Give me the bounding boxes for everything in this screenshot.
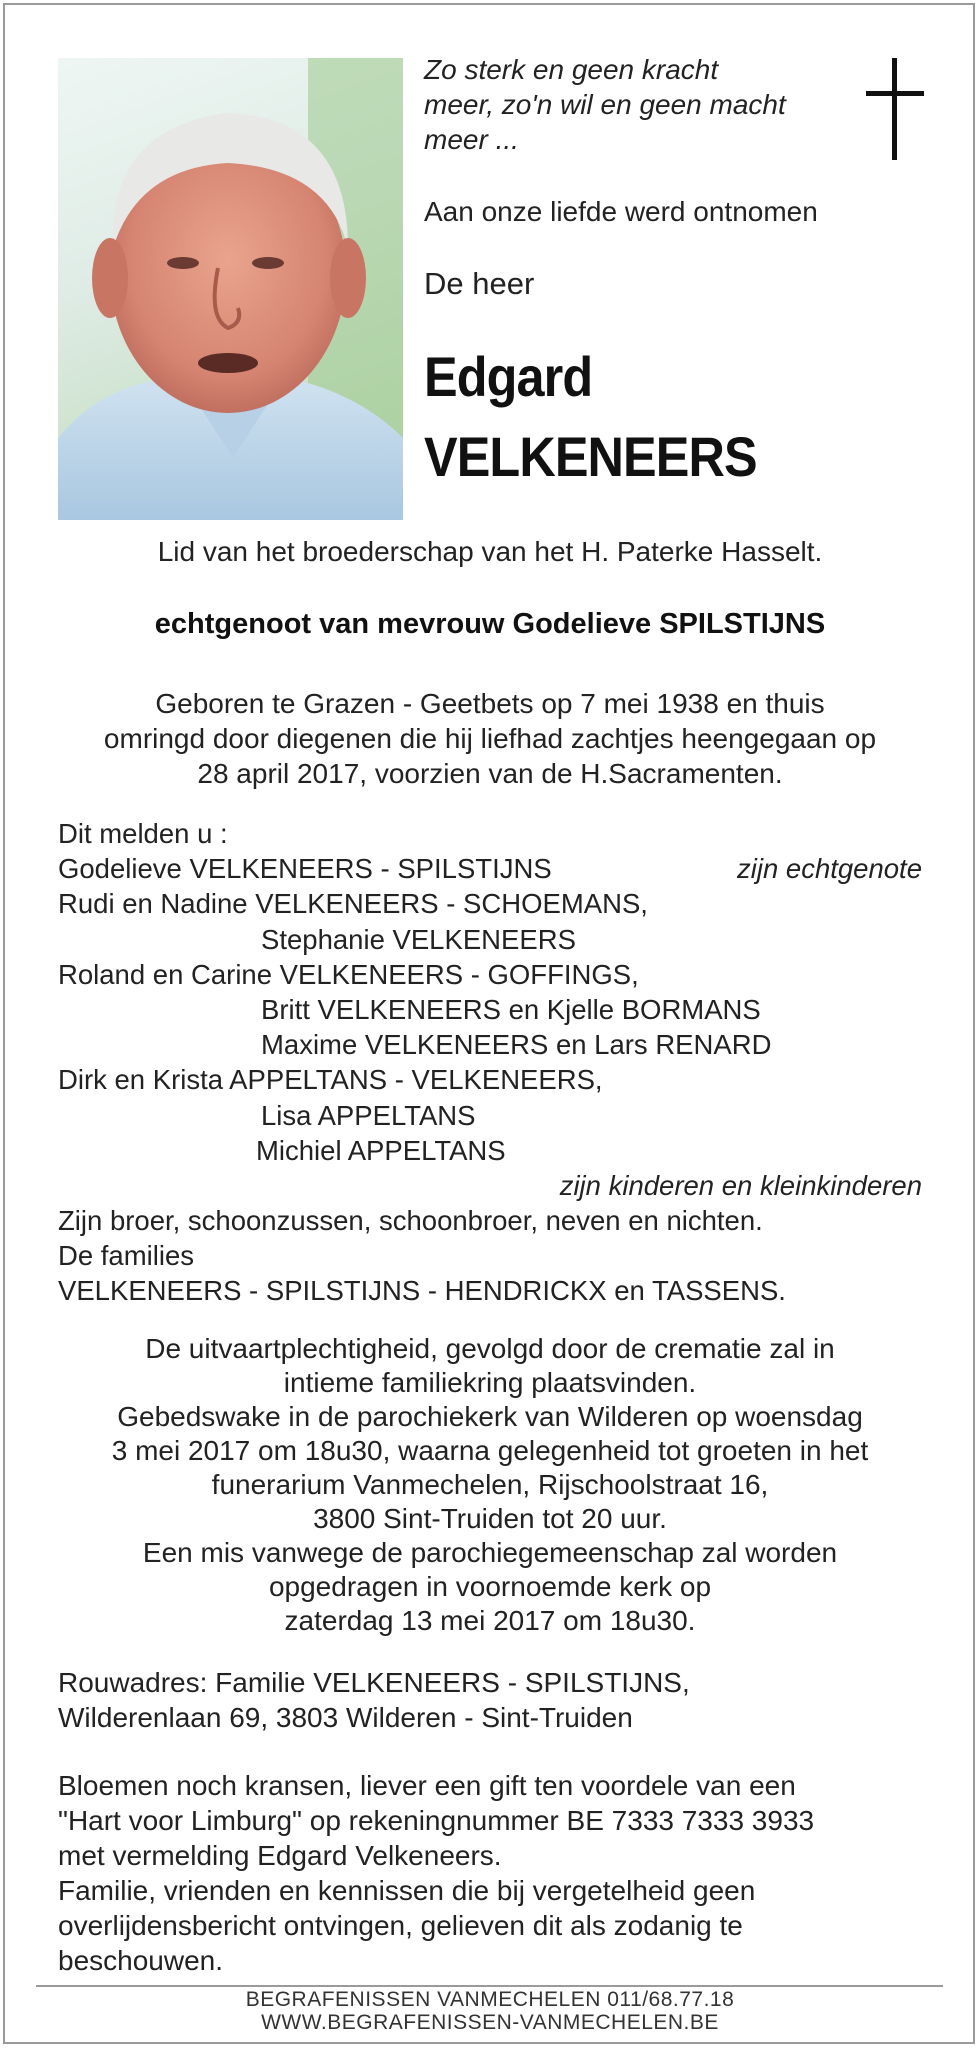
service-line: zaterdag 13 mei 2017 om 18u30. (284, 1605, 696, 1636)
latin-cross-icon (866, 58, 924, 160)
poem-line: meer, zo'n wil en geen macht (424, 89, 786, 120)
poem-line: Zo sterk en geen kracht (424, 54, 719, 85)
spouse-entry (58, 851, 922, 886)
funeral-home-name: BEGRAFENISSEN VANMECHELEN 011/68.77.18 (245, 1988, 735, 2011)
grandchild-entry: Stephanie VELKENEERS (261, 923, 576, 955)
donation-notice (58, 1768, 814, 1978)
portrait-illustration (58, 58, 403, 520)
funeral-service-details (40, 1332, 940, 1638)
spouse-line: echtgenoot van mevrouw Godelieve SPILSTIJNS (154, 608, 826, 640)
deceased-first-name: Edgard (424, 345, 593, 408)
service-line: De uitvaartplechtigheid, gevolgd door de crematie zal in (145, 1333, 835, 1364)
child-entry: Roland en Carine VELKENEERS - GOFFINGS, (58, 958, 639, 990)
birth-line: Geboren te Grazen - Geetbets op 7 mei 1938 en thuis (155, 688, 825, 719)
service-line: Gebedswake in de parochiekerk van Wilderen op woensdag (117, 1401, 863, 1432)
portrait-photo (58, 58, 403, 520)
service-line: 3 mei 2017 om 18u30, waarna gelegenheid tot groeten in het (111, 1435, 869, 1466)
notice-line: overlijdensbericht ontvingen, gelieven dit als zodanig te (58, 1910, 743, 1941)
notice-line: "Hart voor Limburg" op rekeningnummer BE 7333 7333 3933 (58, 1805, 815, 1836)
grandchild-entry: Michiel APPELTANS (256, 1134, 506, 1166)
families-heading: De families (58, 1240, 195, 1272)
deceased-last-name: VELKENEERS (424, 425, 757, 488)
birth-line: 28 april 2017, voorzien van de H.Sacramenten. (197, 758, 783, 789)
poem (424, 52, 854, 157)
child-entry: Dirk en Krista APPELTANS - VELKENEERS, (58, 1064, 603, 1096)
grandchild-entry: Britt VELKENEERS en Kjelle BORMANS (261, 993, 761, 1025)
funeral-home-footer (40, 1988, 940, 2034)
mourning-address (58, 1665, 690, 1735)
intro-text: Aan onze liefde werd ontnomen (424, 196, 818, 227)
notice-line: beschouwen. (58, 1945, 224, 1976)
families-names: VELKENEERS - SPILSTIJNS - HENDRICKX en TASSENS. (58, 1275, 786, 1307)
funeral-home-website[interactable]: WWW.BEGRAFENISSEN-VANMECHELEN.BE (261, 2011, 719, 2034)
honorific: De heer (424, 266, 535, 301)
address-line: Wilderenlaan 69, 3803 Wilderen - Sint-Truiden (58, 1702, 633, 1733)
footer-divider (36, 1985, 943, 1987)
grandchild-entry: Maxime VELKENEERS en Lars RENARD (261, 1029, 772, 1061)
notice-line: Familie, vrienden en kennissen die bij vergetelheid geen (58, 1875, 756, 1906)
birth-death-details (40, 686, 940, 791)
children-role: zijn kinderen en kleinkinderen (559, 1169, 922, 1201)
grandchild-entry: Lisa APPELTANS (261, 1099, 476, 1131)
fraternity-membership: Lid van het broederschap van het H. Paterke Hasselt. (157, 536, 823, 567)
spouse-name: Godelieve VELKENEERS - SPILSTIJNS (58, 853, 552, 885)
service-line: 3800 Sint-Truiden tot 20 uur. (313, 1503, 667, 1534)
address-line: Rouwadres: Familie VELKENEERS - SPILSTIJNS, (58, 1667, 690, 1698)
notify-heading: Dit melden u : (58, 818, 228, 849)
notice-line: Bloemen noch kransen, liever een gift ten voordele van een (58, 1770, 796, 1801)
notice-line: met vermelding Edgard Velkeneers. (58, 1840, 502, 1871)
service-line: opgedragen in voornoemde kerk op (268, 1571, 712, 1602)
service-line: intieme familiekring plaatsvinden. (283, 1367, 697, 1398)
child-entry: Rudi en Nadine VELKENEERS - SCHOEMANS, (58, 888, 648, 920)
service-line: funerarium Vanmechelen, Rijschoolstraat 16, (211, 1469, 769, 1500)
other-relatives: Zijn broer, schoonzussen, schoonbroer, neven en nichten. (58, 1205, 763, 1237)
notifying-relatives (58, 816, 922, 1309)
birth-line: omringd door diegenen die hij liefhad zachtjes heengegaan op (103, 723, 877, 754)
spouse-role: zijn echtgenote (737, 853, 922, 885)
poem-line: meer ... (424, 124, 519, 155)
service-line: Een mis vanwege de parochiegemeenschap zal worden (142, 1537, 838, 1568)
